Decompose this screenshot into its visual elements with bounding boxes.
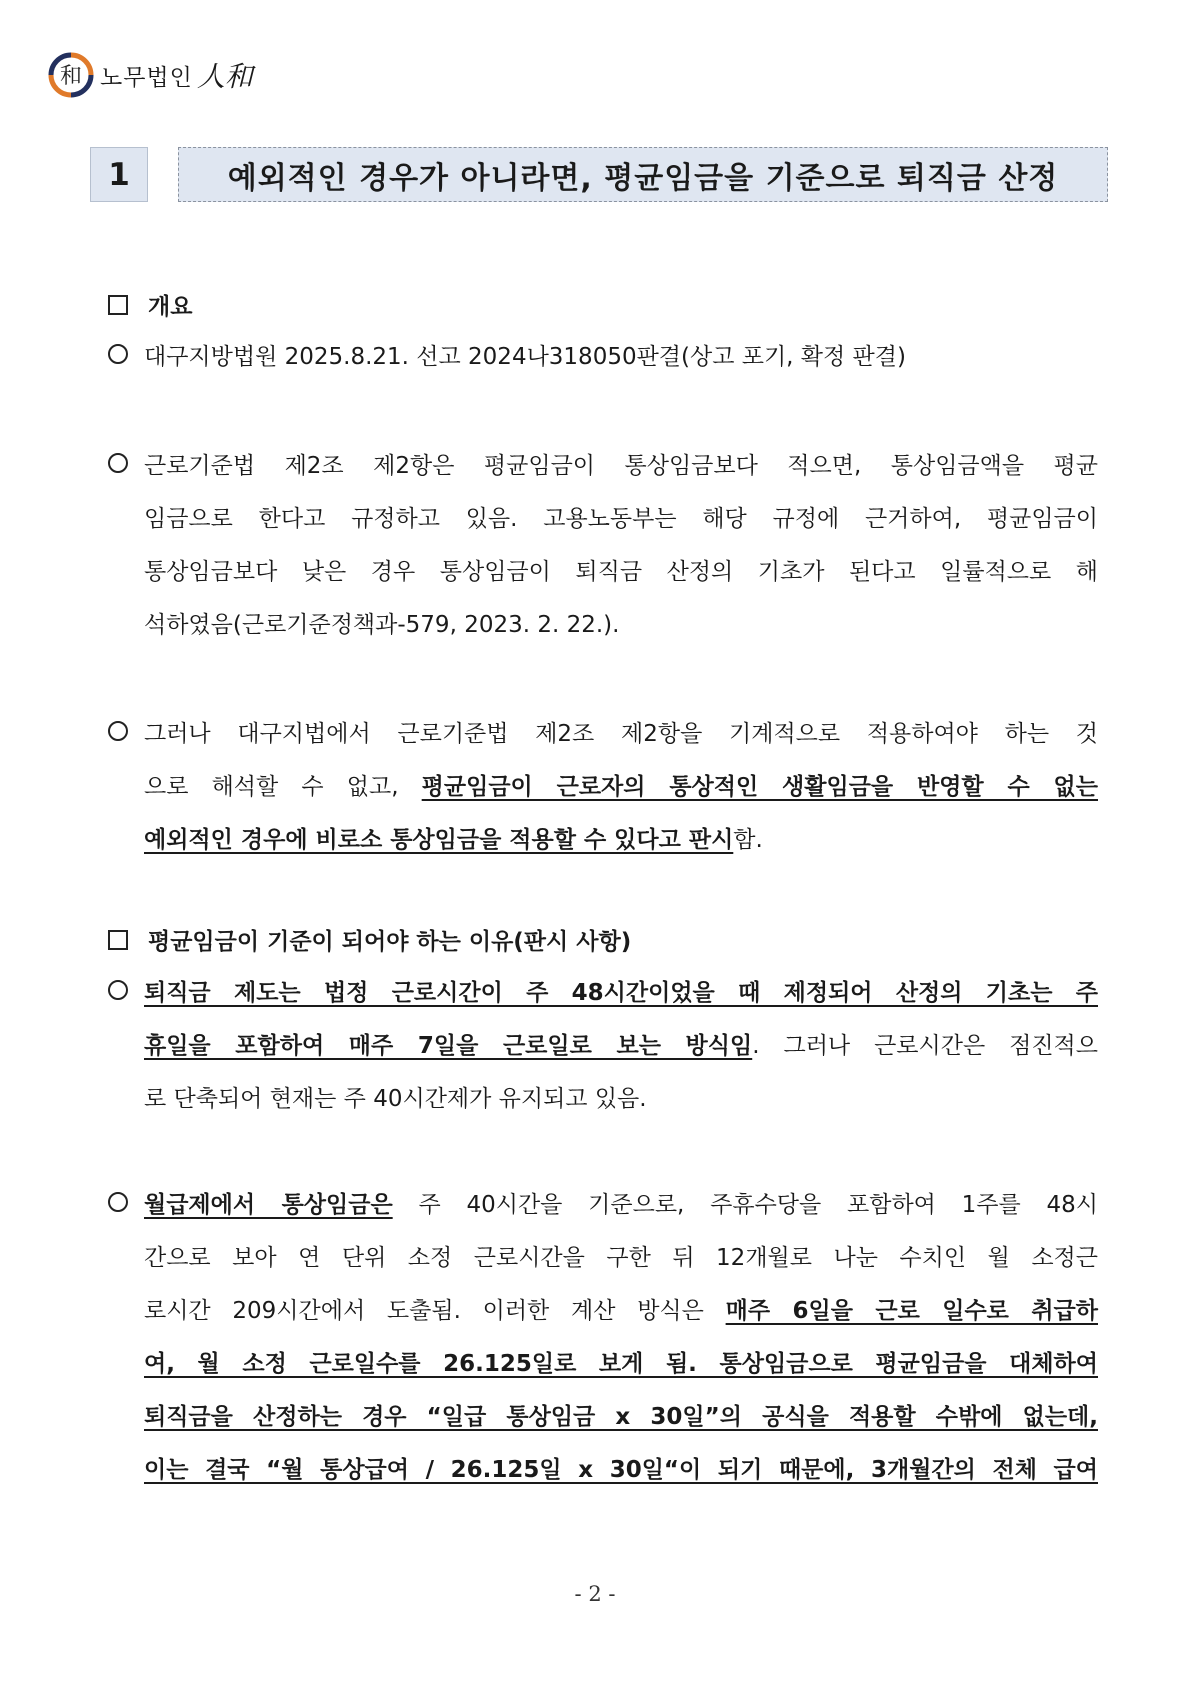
overview-paragraph-2 <box>108 719 1108 859</box>
circle-bullet-icon <box>108 1192 128 1212</box>
text-line: 로시간 209시간에서 도출됨. 이러한 계산 방식은 매주 6일을 근로 일수로 취급하 <box>144 1298 1098 1324</box>
overview-heading <box>108 288 192 321</box>
square-bullet-icon <box>108 295 128 315</box>
square-bullet-icon <box>108 930 128 950</box>
text-line: 이는 결국 “월 통상급여 / 26.125일 x 30일“이 되기 때문에, 3개월간의 전체 급여 <box>144 1457 1098 1483</box>
text-line: 로 단축되어 현재는 주 40시간제가 유지되고 있음. <box>144 1086 647 1112</box>
text-line: 여, 월 소정 근로일수를 26.125일로 보게 됨. 통상임금으로 평균임금을 대체하여 <box>144 1351 1098 1377</box>
text-line: 그러나 대구지법에서 근로기준법 제2조 제2항을 기계적으로 적용하여야 하는 것 <box>144 721 1098 747</box>
text-line: 근로기준법 제2조 제2항은 평균임금이 통상임금보다 적으면, 통상임금액을 평균 <box>144 453 1098 479</box>
text-line: 퇴직금을 산정하는 경우 “일급 통상임금 x 30일”의 공식을 적용할 수밖에 없는데, <box>144 1404 1098 1430</box>
emphasis: 휴일을 포함하여 매주 7일을 근로일로 보는 방식임 <box>144 1033 753 1059</box>
reasons-heading-text: 평균임금이 기준이 되어야 하는 이유(판시 사항) <box>148 929 632 955</box>
text-line: 월급제에서 통상임금은 주 40시간을 기준으로, 주휴수당을 포함하여 1주를 48시 <box>144 1192 1099 1218</box>
page-number: - 2 - <box>574 1582 616 1606</box>
logo-char: 和 <box>59 64 83 89</box>
reasons-paragraph-1 <box>108 978 1108 1118</box>
text-line: 임금으로 한다고 규정하고 있음. 고용노동부는 해당 규정에 근거하여, 평균임금이 <box>144 506 1098 532</box>
text-line: 통상임금보다 낮은 경우 통상임금이 퇴직금 산정의 기초가 된다고 일률적으로 해 <box>144 559 1098 585</box>
text-line: 석하였음(근로기준정책과-579, 2023. 2. 22.). <box>144 612 620 638</box>
overview-paragraph-1 <box>108 451 1108 641</box>
text-line: 간으로 보아 연 단위 소정 근로시간을 구한 뒤 12개월로 나눈 수치인 월 소정근 <box>144 1245 1098 1271</box>
firm-logo-icon <box>48 52 94 98</box>
text-line: 휴일을 포함하여 매주 7일을 근로일로 보는 방식임. 그러나 근로시간은 점진적으 <box>144 1033 1098 1059</box>
case-citation-text: 대구지방법원 2025.8.21. 선고 2024나318050판결(상고 포기, 확정 판결) <box>144 344 906 370</box>
circle-bullet-icon <box>108 344 128 364</box>
emphasis: 월급제에서 통상임금은 <box>144 1192 393 1218</box>
overview-heading-text: 개요 <box>148 294 193 320</box>
reasons-heading <box>108 923 631 956</box>
firm-name: 노무법인 <box>100 64 193 91</box>
case-citation <box>108 342 1108 372</box>
emphasis: 평균임금이 근로자의 통상적인 생활임금을 반영할 수 없는 <box>421 774 1098 800</box>
text-line: 퇴직금 제도는 법정 근로시간이 주 48시간이었을 때 제정되어 산정의 기초는 주 <box>144 980 1098 1006</box>
firm-logo <box>48 52 253 98</box>
emphasis: 예외적인 경우에 비로소 통상임금을 적용할 수 있다고 판시 <box>144 827 734 853</box>
section-title: 예외적인 경우가 아니라면, 평균임금을 기준으로 퇴직금 산정 <box>178 147 1108 202</box>
text-line: 예외적인 경우에 비로소 통상임금을 적용할 수 있다고 판시함. <box>144 827 763 853</box>
emphasis: 매주 6일을 근로 일수로 취급하 <box>725 1298 1098 1324</box>
reasons-paragraph-2 <box>108 1190 1108 1490</box>
circle-bullet-icon <box>108 721 128 741</box>
firm-name-script: 人和 <box>196 60 253 93</box>
section-number: 1 <box>90 147 148 202</box>
text-line: 으로 해석할 수 없고, 평균임금이 근로자의 통상적인 생활임금을 반영할 수 없는 <box>144 774 1098 800</box>
circle-bullet-icon <box>108 980 128 1000</box>
circle-bullet-icon <box>108 453 128 473</box>
